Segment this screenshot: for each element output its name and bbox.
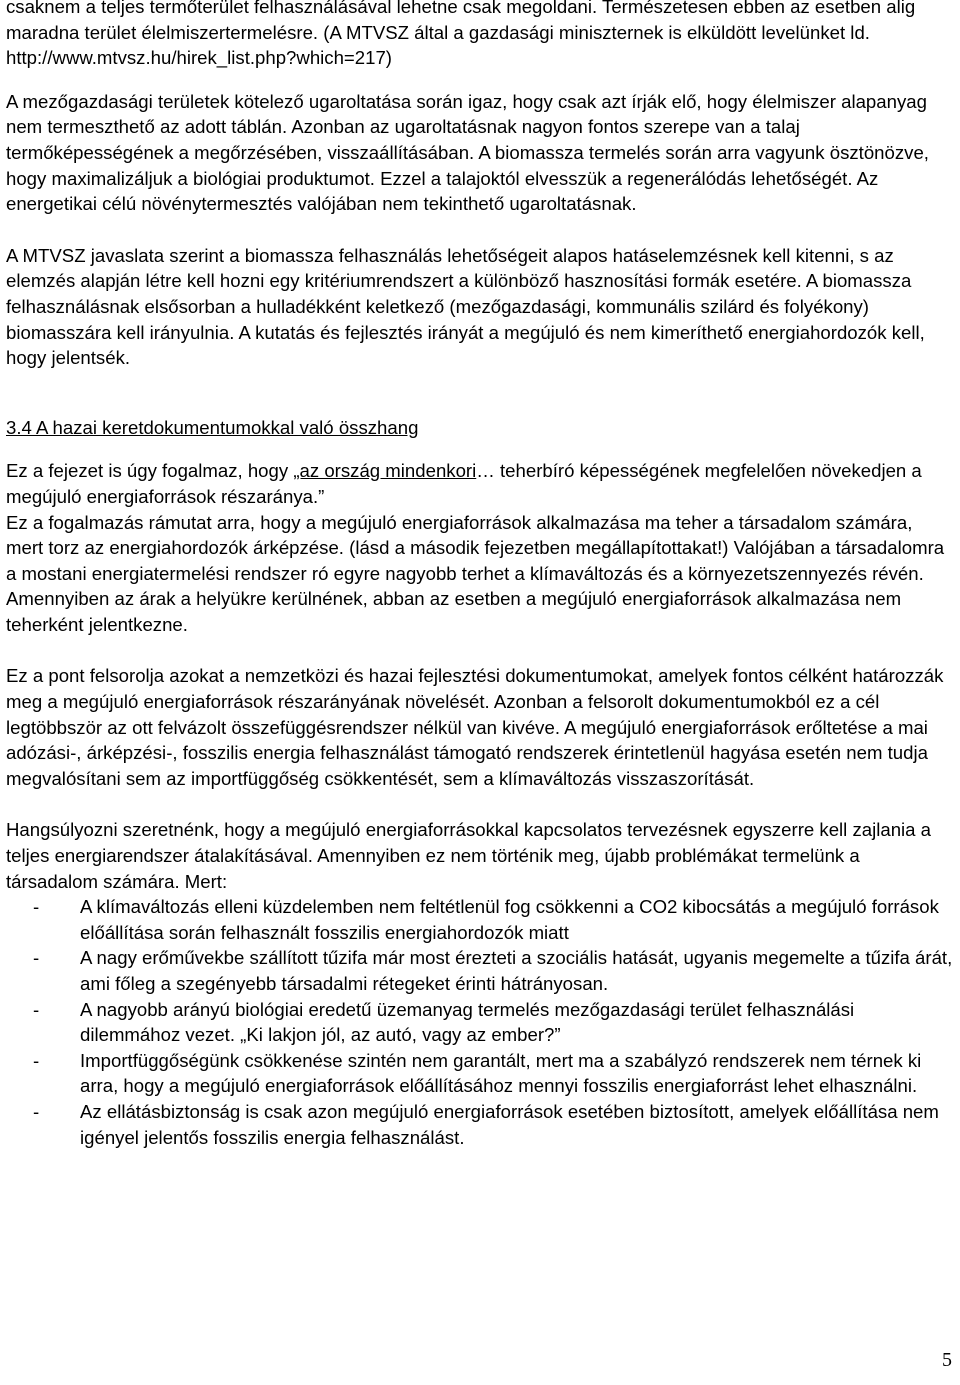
paragraph-fallow-land: A mezőgazdasági területek kötelező ugaroltatása során igaz, hogy csak azt írják elő, hogy élelmiszer alapanyag nem termeszthető az adott táblán. Azonban az ugaroltatásnak nagyon fontos szerepe van a talaj termőképességének a megőrzésében, visszaállításában. A biomassza termelés során arra vagyunk ösztönözve, hogy maximalizáljuk a biológiai produktumot. Ezzel a talajoktól elvesszük a regenerálódás lehetőségét. Az energetikai célú növénytermesztés valójában nem tekinthető ugaroltatásnak.: [6, 90, 929, 215]
list-item-text: A klímaváltozás elleni küzdelemben nem feltétlenül fog csökkenni a CO2 kibocsátás a megújuló források előállítása során felhasznált fosszilis energiahordozók miatt: [80, 896, 939, 943]
bullet-dash: -: [33, 947, 40, 969]
paragraph-biomass-land: csaknem a teljes termőterület felhasználásával lehetne csak megoldani. Természetesen ebben az esetben alig maradna terület élelmiszertermelésre. (A MTVSZ által a gazdasági miniszternek is elküldött levelünket ld. http://www.mtvsz.hu/hirek_list.php?which=217): [6, 0, 916, 69]
list-item: [6, 1048, 954, 1099]
list-item-text: Az ellátásbiztonság is csak azon megújuló energiaforrások esetében biztosított, amelyek előállítása nem igényel jelentős fosszilis energia felhasználást.: [80, 1100, 939, 1148]
list-item-text: A nagy erőművekbe szállított tűzifa már most érezteti a szociális hatását, ugyanis megemelte a tűzifa árát, ami főleg a szegényebb társadalmi rétegeket érinti hátrányosan.: [80, 947, 953, 994]
quote-prefix: Ez a fejezet is úgy fogalmaz, hogy: [6, 460, 294, 482]
list-item-text: Importfüggőségünk csökkenése szintén nem garantált, mert ma a szabályzó rendszerek nem térnek ki arra, hogy a megújuló energiaforrások előállításához mennyi fosszilis energiaforrást lehet elhasználni.: [80, 1049, 922, 1097]
paragraph-mtvsz-proposal: A MTVSZ javaslata szerint a biomassza felhasználás lehetőségeit alapos hatáselemzésnek kell kitenni, s az elemzés alapján létre kell hozni egy kritériumrendszert a különböző hasznosítási formák esetére. A biomassza felhasználásnak elsősorban a hulladékként keletkező (mezőgazdasági, kommunális szilárd és folyékony) biomasszára kell irányulnia. A kutatás és fejlesztés irányát a megújuló és nem kimeríthető energiahordozók kell, hogy jelentsék.: [6, 244, 925, 369]
paragraph-development-documents: Ez a pont felsorolja azokat a nemzetközi és hazai fejlesztési dokumentumokat, amelyek fontos célként határozzák meg a megújuló energiaforrások részarányának növelését. Azonban a felsorolt dokumentumokból ez a cél legtöbbször az ott felvázolt összefüggésrendszer nélkül van kivéve. A megújuló energiaforrások erőltetése a mai adózási-, árképzési-, fosszilis energia felhasználást támogató rendszerek érintetlenül hagyása esetén nem tudja megvalósítani sem az importfüggőség csökkentését, sem a klímaváltozás visszaszorítását.: [6, 665, 944, 789]
bullet-dash: -: [33, 1100, 40, 1122]
page-number: 5: [942, 1349, 952, 1371]
quote-suffix: … teherbíró képességének megfelelően növekedjen a megújuló energiaforrások részaránya.”: [6, 460, 922, 507]
paragraph-chapter-quote: [6, 458, 954, 509]
bullet-dash: -: [33, 896, 40, 918]
document-page: [6, 0, 954, 1150]
list-item: [6, 894, 954, 945]
list-item: [6, 945, 954, 996]
bullet-dash: -: [33, 1049, 40, 1071]
paragraph-pricing: Ez a fogalmazás rámutat arra, hogy a megújuló energiaforrások alkalmazása ma teher a társadalom számára, mert torz az energiahordozók árképzése. (lásd a második fejezetben megállapítottakat!) Valójában a társadalomra a mostani energiatermelési rendszer ró egyre nagyobb terhet a klímaváltozás és a környezetszennyezés révén. Amennyiben az árak a helyükre kerülnének, abban az esetben a megújuló energiaforrások alkalmazása nem teherként jelentkezne.: [6, 511, 945, 635]
list-item: [6, 1099, 954, 1150]
quote-underlined: „az ország mindenkori: [293, 460, 477, 482]
list-item: [6, 997, 954, 1048]
section-heading: 3.4 A hazai keretdokumentumokkal való összhang: [6, 416, 419, 438]
problem-list: [6, 894, 954, 1150]
list-item-text: A nagyobb arányú biológiai eredetű üzemanyag termelés mezőgazdasági terület felhasználási dilemmához vezet. „Ki lakjon jól, az autó, vagy az ember?”: [80, 998, 855, 1046]
bullet-dash: -: [33, 998, 40, 1020]
paragraph-energy-system: Hangsúlyozni szeretnénk, hogy a megújuló energiaforrásokkal kapcsolatos tervezésnek egyszerre kell zajlania a teljes energiarendszer átalakításával. Amennyiben ez nem történik meg, újabb problémákat termelünk a társadalom számára. Mert:: [6, 819, 932, 892]
